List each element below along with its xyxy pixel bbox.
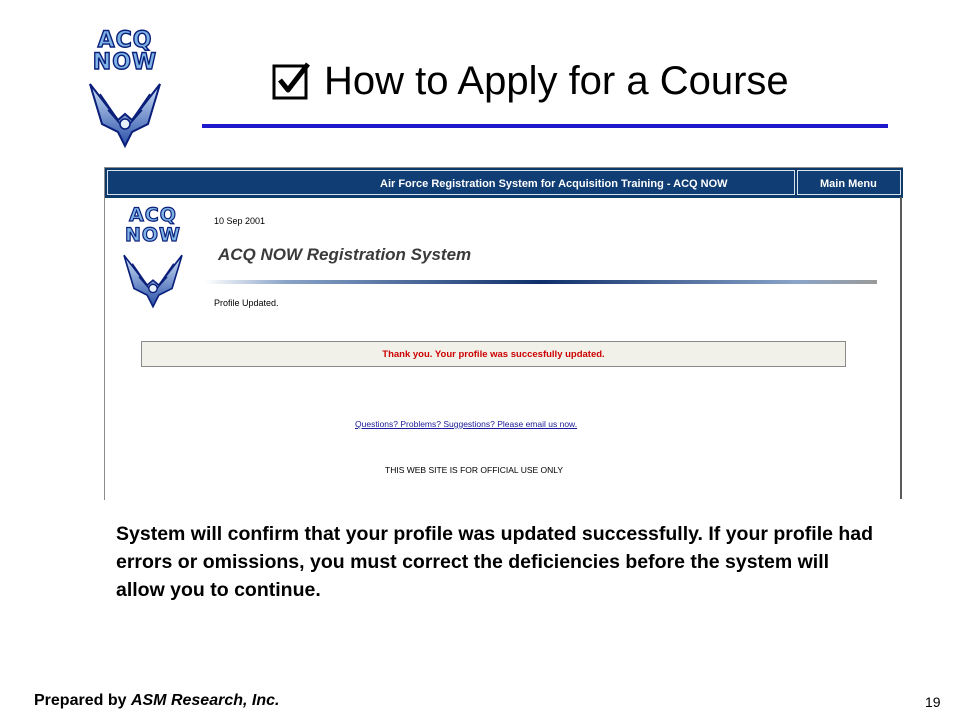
footer-prepared-by: Prepared by [34,692,131,709]
web-title-divider [205,280,877,284]
logo-text-acq: ACQ [97,28,153,53]
web-acq-now-logo [117,204,189,314]
web-status-text: Profile Updated. [214,298,279,308]
main-menu-button[interactable] [797,170,901,195]
web-screenshot-edge [900,197,902,499]
main-menu-label: Main Menu [820,178,877,190]
success-notice-text: Thank you. Your profile was succesfully updated. [382,349,605,360]
email-support-link[interactable]: Questions? Problems? Suggestions? Please email us now. [355,419,578,429]
footer-credit [34,692,279,710]
checkbox-checked-icon [272,62,310,100]
web-header-bar [105,168,903,198]
slide-title-row [272,58,789,104]
air-force-wings-icon [88,80,162,150]
acq-now-logo [84,30,166,150]
page-title: How to Apply for a Course [324,58,789,103]
slide-description: System will confirm that your profile was updated successfully. If your profile had errors or omissions, you must correct the deficiencies before the system will allow you to continue. [116,523,874,601]
web-system-title: ACQ NOW Registration System [218,245,472,264]
page-number: 19 [925,694,941,710]
official-use-notice: THIS WEB SITE IS FOR OFFICIAL USE ONLY [385,465,564,475]
title-divider [202,124,888,128]
web-logo-text-acq: ACQ [129,204,177,226]
air-force-wings-icon [119,252,187,310]
success-notice-box [141,341,846,367]
web-header-title: Air Force Registration System for Acquisition Training - ACQ NOW [380,178,728,190]
web-header-title-cell [107,170,795,195]
web-date: 10 Sep 2001 [214,216,266,226]
footer-company: ASM Research, Inc. [130,692,280,709]
logo-text-now: NOW [92,50,158,75]
web-logo-text-now: NOW [124,224,181,246]
web-screenshot [104,167,903,500]
